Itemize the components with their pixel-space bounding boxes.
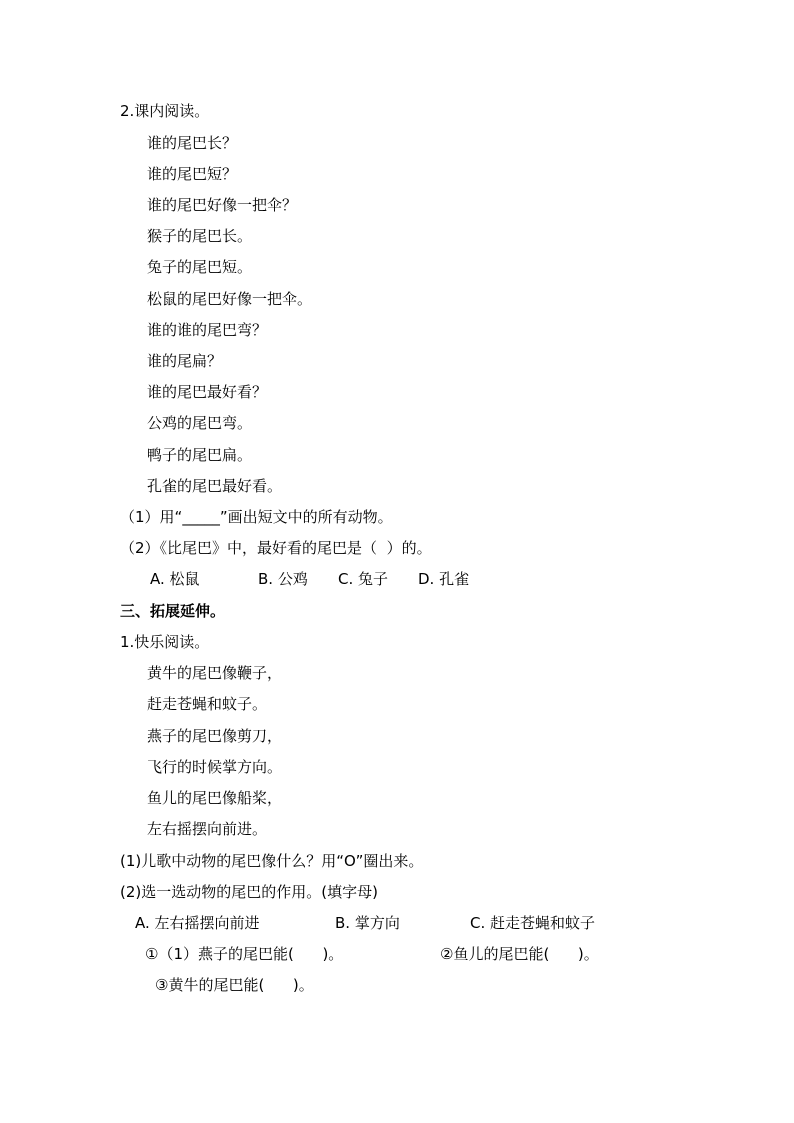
section3-heading: 1.快乐阅读。 bbox=[120, 633, 210, 651]
poem-line: 飞行的时候掌方向。 bbox=[147, 758, 283, 776]
poem-line: 鸭子的尾巴扁。 bbox=[147, 446, 253, 464]
poem-line: 猴子的尾巴长。 bbox=[147, 227, 253, 245]
poem-line: 孔雀的尾巴最好看。 bbox=[147, 477, 283, 495]
poem-line: 燕子的尾巴像剪刀， bbox=[147, 727, 283, 745]
poem-line: 松鼠的尾巴好像一把伞。 bbox=[147, 290, 313, 308]
poem-line: 左右摇摆向前进。 bbox=[147, 820, 268, 838]
option-b: B. 公鸡 bbox=[258, 570, 308, 588]
poem-line: 谁的尾巴长？ bbox=[147, 134, 238, 152]
section3-title: 三、拓展延伸。 bbox=[120, 602, 226, 620]
option-c: C. 兔子 bbox=[338, 570, 389, 588]
question-circle-tails: (1)儿歌中动物的尾巴像什么？用“O”圈出来。 bbox=[120, 852, 424, 870]
option-a: A. 松鼠 bbox=[150, 570, 200, 588]
fill-cattle: ③黄牛的尾巴能( )。 bbox=[155, 976, 314, 994]
fill-fish: ②鱼儿的尾巴能( )。 bbox=[440, 945, 599, 963]
poem-line: 谁的谁的尾巴弯？ bbox=[147, 321, 268, 339]
poem-line: 兔子的尾巴短。 bbox=[147, 258, 253, 276]
question-tail-function: (2)选一选动物的尾巴的作用。(填字母) bbox=[120, 883, 378, 901]
poem-line: 鱼儿的尾巴像船桨， bbox=[147, 789, 283, 807]
fill-swallow: ①（1）燕子的尾巴能( )。 bbox=[145, 945, 344, 963]
section2-heading: 2.课内阅读。 bbox=[120, 102, 210, 120]
poem-line: 谁的尾巴短？ bbox=[147, 165, 238, 183]
option-d: D. 孔雀 bbox=[418, 570, 470, 588]
poem-line: 黄牛的尾巴像鞭子， bbox=[147, 664, 283, 682]
choice-c: C. 赶走苍蝇和蚊子 bbox=[470, 914, 596, 932]
question-underline-animals: （1）用“_____”画出短文中的所有动物。 bbox=[120, 508, 393, 526]
choice-b: B. 掌方向 bbox=[335, 914, 400, 932]
question-best-tail: （2）《比尾巴》中，最好看的尾巴是（ ）的。 bbox=[120, 539, 432, 557]
choice-a: A. 左右摇摆向前进 bbox=[135, 914, 260, 932]
poem-line: 谁的尾巴最好看？ bbox=[147, 383, 268, 401]
poem-line: 谁的尾巴好像一把伞？ bbox=[147, 196, 298, 214]
poem-line: 公鸡的尾巴弯。 bbox=[147, 414, 253, 432]
poem-line: 赶走苍蝇和蚊子。 bbox=[147, 695, 268, 713]
poem-line: 谁的尾扁？ bbox=[147, 352, 223, 370]
